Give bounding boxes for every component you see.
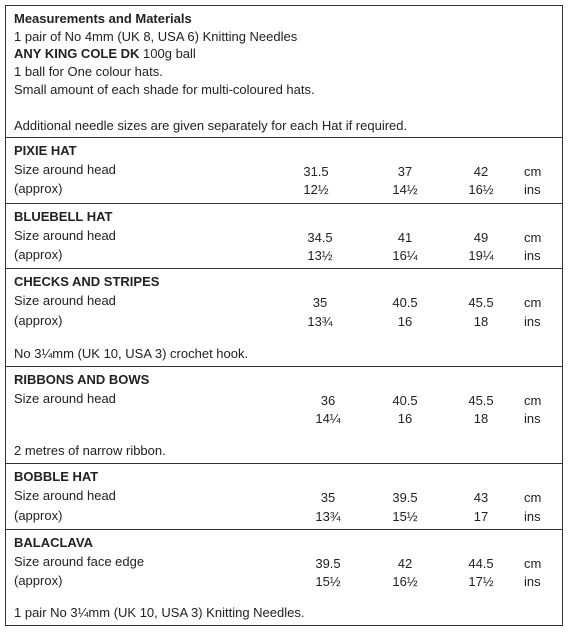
bobble-ins-2: 15½ bbox=[392, 509, 418, 524]
ribbons-unit-cm: cm bbox=[524, 393, 542, 408]
bobble-cm-3: 43 bbox=[473, 490, 489, 505]
section-divider bbox=[6, 203, 563, 204]
bobble-cm-1: 35 bbox=[320, 490, 336, 505]
bobble-ins-3: 17 bbox=[473, 509, 489, 524]
balaclava-ins-1: 15½ bbox=[315, 574, 341, 589]
pixie-size-label: Size around head bbox=[14, 162, 116, 177]
bluebell-approx-label: (approx) bbox=[14, 247, 63, 262]
section-title-balaclava: BALACLAVA bbox=[14, 535, 93, 550]
pixie-ins-1: 12½ bbox=[303, 182, 329, 197]
checks-unit-ins: ins bbox=[524, 314, 541, 329]
yarn-line bbox=[14, 45, 196, 62]
checks-cm-1: 35 bbox=[312, 295, 328, 310]
bluebell-unit-ins: ins bbox=[524, 248, 541, 263]
section-divider bbox=[6, 137, 563, 138]
checks-ins-3: 18 bbox=[473, 314, 489, 329]
balaclava-cm-2: 42 bbox=[397, 556, 413, 571]
pixie-cm-1: 31.5 bbox=[303, 164, 329, 179]
pixie-cm-2: 37 bbox=[397, 164, 413, 179]
checks-ins-1: 13¾ bbox=[307, 314, 333, 329]
yarn-name: ANY KING COLE DK bbox=[14, 46, 140, 61]
checks-cm-2: 40.5 bbox=[392, 295, 418, 310]
section-divider bbox=[6, 529, 563, 530]
ribbons-cm-2: 40.5 bbox=[392, 393, 418, 408]
checks-approx-label: (approx) bbox=[14, 313, 63, 328]
pixie-ins-2: 14½ bbox=[392, 182, 418, 197]
section-title-bluebell: BLUEBELL HAT bbox=[14, 209, 113, 224]
needles-line: 1 pair of No 4mm (UK 8, USA 6) Knitting Needles bbox=[14, 29, 298, 44]
bluebell-ins-2: 16¼ bbox=[392, 248, 418, 263]
ribbons-unit-ins: ins bbox=[524, 411, 541, 426]
bobble-cm-2: 39.5 bbox=[392, 490, 418, 505]
bobble-unit-cm: cm bbox=[524, 490, 542, 505]
checks-size-label: Size around head bbox=[14, 293, 116, 308]
bobble-ins-1: 13¾ bbox=[315, 509, 341, 524]
bobble-unit-ins: ins bbox=[524, 509, 541, 524]
section-title-bobble: BOBBLE HAT bbox=[14, 469, 99, 484]
section-title-ribbons: RIBBONS AND BOWS bbox=[14, 372, 150, 387]
one-colour-line: 1 ball for One colour hats. bbox=[14, 64, 163, 79]
pixie-ins-3: 16½ bbox=[468, 182, 494, 197]
ribbons-note: 2 metres of narrow ribbon. bbox=[14, 443, 166, 458]
section-divider bbox=[6, 366, 563, 367]
pixie-unit-ins: ins bbox=[524, 182, 541, 197]
section-divider bbox=[6, 268, 563, 269]
checks-unit-cm: cm bbox=[524, 295, 542, 310]
pixie-unit-cm: cm bbox=[524, 164, 542, 179]
bluebell-cm-1: 34.5 bbox=[307, 230, 333, 245]
section-divider bbox=[6, 463, 563, 464]
ribbons-ins-1: 14¼ bbox=[315, 411, 341, 426]
page-title: Measurements and Materials bbox=[14, 11, 192, 26]
balaclava-ins-3: 17½ bbox=[468, 574, 494, 589]
ribbons-size-label: Size around head bbox=[14, 391, 116, 406]
balaclava-ins-2: 16½ bbox=[392, 574, 418, 589]
multi-colour-line: Small amount of each shade for multi-coloured hats. bbox=[14, 82, 315, 97]
bluebell-unit-cm: cm bbox=[524, 230, 542, 245]
ribbons-ins-2: 16 bbox=[397, 411, 413, 426]
balaclava-unit-cm: cm bbox=[524, 556, 542, 571]
ribbons-cm-1: 36 bbox=[320, 393, 336, 408]
bluebell-ins-1: 13½ bbox=[307, 248, 333, 263]
bluebell-cm-3: 49 bbox=[473, 230, 489, 245]
bluebell-cm-2: 41 bbox=[397, 230, 413, 245]
ribbons-cm-3: 45.5 bbox=[468, 393, 494, 408]
balaclava-cm-3: 44.5 bbox=[468, 556, 494, 571]
bluebell-ins-3: 19¼ bbox=[468, 248, 494, 263]
ribbons-ins-3: 18 bbox=[473, 411, 489, 426]
pixie-cm-3: 42 bbox=[473, 164, 489, 179]
checks-ins-2: 16 bbox=[397, 314, 413, 329]
checks-note: No 3¼mm (UK 10, USA 3) crochet hook. bbox=[14, 346, 249, 361]
bluebell-size-label: Size around head bbox=[14, 228, 116, 243]
checks-cm-3: 45.5 bbox=[468, 295, 494, 310]
section-title-pixie: PIXIE HAT bbox=[14, 143, 77, 158]
additional-needles-line: Additional needle sizes are given separately for each Hat if required. bbox=[14, 118, 408, 133]
section-title-checks: CHECKS AND STRIPES bbox=[14, 274, 160, 289]
bobble-approx-label: (approx) bbox=[14, 508, 63, 523]
balaclava-note: 1 pair No 3¼mm (UK 10, USA 3) Knitting Needles. bbox=[14, 605, 305, 620]
balaclava-cm-1: 39.5 bbox=[315, 556, 341, 571]
balaclava-approx-label: (approx) bbox=[14, 573, 63, 588]
bobble-size-label: Size around head bbox=[14, 488, 116, 503]
pixie-approx-label: (approx) bbox=[14, 181, 63, 196]
balaclava-unit-ins: ins bbox=[524, 574, 541, 589]
balaclava-size-label: Size around face edge bbox=[14, 554, 145, 569]
yarn-weight: 100g ball bbox=[139, 46, 196, 61]
